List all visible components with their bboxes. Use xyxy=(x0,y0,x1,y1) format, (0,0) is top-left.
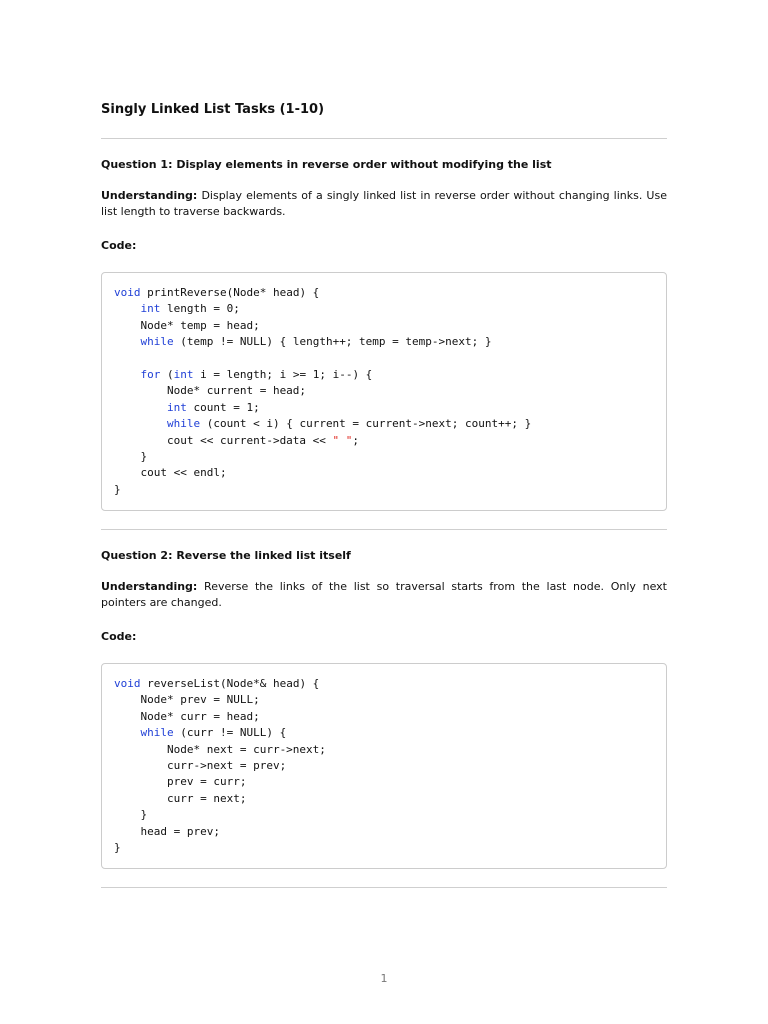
question-1-section xyxy=(101,139,667,511)
code-keyword: for xyxy=(140,367,161,381)
code-text xyxy=(114,726,141,739)
code-line xyxy=(114,824,654,840)
document-page xyxy=(101,100,667,888)
code-text xyxy=(114,335,141,348)
code-keyword: int xyxy=(173,367,194,381)
code-text: cout << endl; xyxy=(114,466,227,480)
code-keyword: while xyxy=(140,335,174,349)
page-number: 1 xyxy=(380,972,388,985)
understanding-label: Understanding: xyxy=(101,189,198,202)
code-text: reverseList(Node*& head) { xyxy=(140,677,320,691)
code-line xyxy=(114,709,654,725)
code-text: ; xyxy=(352,433,360,447)
code-text xyxy=(114,401,167,414)
understanding-text: Reverse the links of the list so traversal starts from the last node. Only next pointers are changed. xyxy=(101,580,667,610)
document-title: Singly Linked List Tasks (1-10) xyxy=(101,102,325,117)
code-line xyxy=(114,692,654,708)
code-line xyxy=(114,400,654,416)
code-text: ( xyxy=(160,367,174,381)
question-2-understanding xyxy=(101,579,667,611)
code-text: (temp != NULL) { length++; temp = temp->next; } xyxy=(173,335,492,349)
code-text xyxy=(114,302,141,315)
code-text: i = length; i >= 1; i--) { xyxy=(193,367,373,381)
code-text: length = 0; xyxy=(160,302,240,316)
code-text: } xyxy=(114,840,121,854)
code-line xyxy=(114,367,654,383)
code-text: curr->next = prev; xyxy=(114,759,287,773)
code-text: (count < i) { current = current->next; count++; } xyxy=(200,417,532,431)
code-line xyxy=(114,433,654,449)
code-line xyxy=(114,742,654,758)
code-line xyxy=(114,676,654,692)
code-text: curr = next; xyxy=(114,791,247,805)
code-line xyxy=(114,334,654,350)
code-text: count = 1; xyxy=(186,400,260,414)
code-text: } xyxy=(114,449,148,463)
code-string: " " xyxy=(332,433,353,447)
code-line xyxy=(114,301,654,317)
code-line xyxy=(114,482,654,498)
code-text xyxy=(114,368,141,381)
code-text: (curr != NULL) { xyxy=(173,726,287,740)
section-divider xyxy=(101,887,667,888)
code-line xyxy=(114,383,654,399)
code-line xyxy=(114,285,654,301)
code-line xyxy=(114,449,654,465)
question-2-code-block xyxy=(101,663,667,869)
code-text: printReverse(Node* head) { xyxy=(140,286,320,299)
question-1-understanding xyxy=(101,188,667,220)
code-keyword: int xyxy=(140,302,161,316)
question-1-title: Question 1: Display elements in reverse order without modifying the list xyxy=(101,158,552,171)
code-text: } xyxy=(114,482,121,496)
code-keyword: int xyxy=(166,400,187,414)
code-text xyxy=(114,417,167,430)
question-2-code-label: Code: xyxy=(101,630,137,644)
code-line xyxy=(114,758,654,774)
code-line xyxy=(114,807,654,823)
code-keyword: void xyxy=(114,677,141,691)
code-line xyxy=(114,318,654,334)
understanding-text: Display elements of a singly linked list in reverse order without changing links. Use list length to traverse backwards. xyxy=(101,189,667,218)
code-line xyxy=(114,840,654,856)
question-2-title: Question 2: Reverse the linked list itself xyxy=(101,549,351,563)
code-line xyxy=(114,351,654,367)
code-keyword: void xyxy=(114,286,141,299)
code-text: Node* current = head; xyxy=(114,384,307,398)
code-text: Node* temp = head; xyxy=(114,318,260,332)
code-text: cout << current->data << xyxy=(114,433,333,447)
question-2-section xyxy=(101,530,667,869)
code-line xyxy=(114,791,654,807)
code-line xyxy=(114,416,654,432)
code-text: prev = curr; xyxy=(114,775,247,789)
code-text: Node* curr = head; xyxy=(114,709,260,723)
code-line xyxy=(114,465,654,481)
code-text: Node* next = curr->next; xyxy=(114,742,326,756)
code-line xyxy=(114,774,654,790)
understanding-label: Understanding: xyxy=(101,580,198,594)
code-text: head = prev; xyxy=(114,824,220,838)
question-1-code-block xyxy=(101,272,667,511)
code-text: } xyxy=(114,808,148,822)
code-line xyxy=(114,725,654,741)
code-keyword: while xyxy=(166,417,201,431)
question-1-code-label: Code: xyxy=(101,239,137,252)
code-keyword: while xyxy=(140,726,174,740)
code-text: Node* prev = NULL; xyxy=(114,693,260,707)
